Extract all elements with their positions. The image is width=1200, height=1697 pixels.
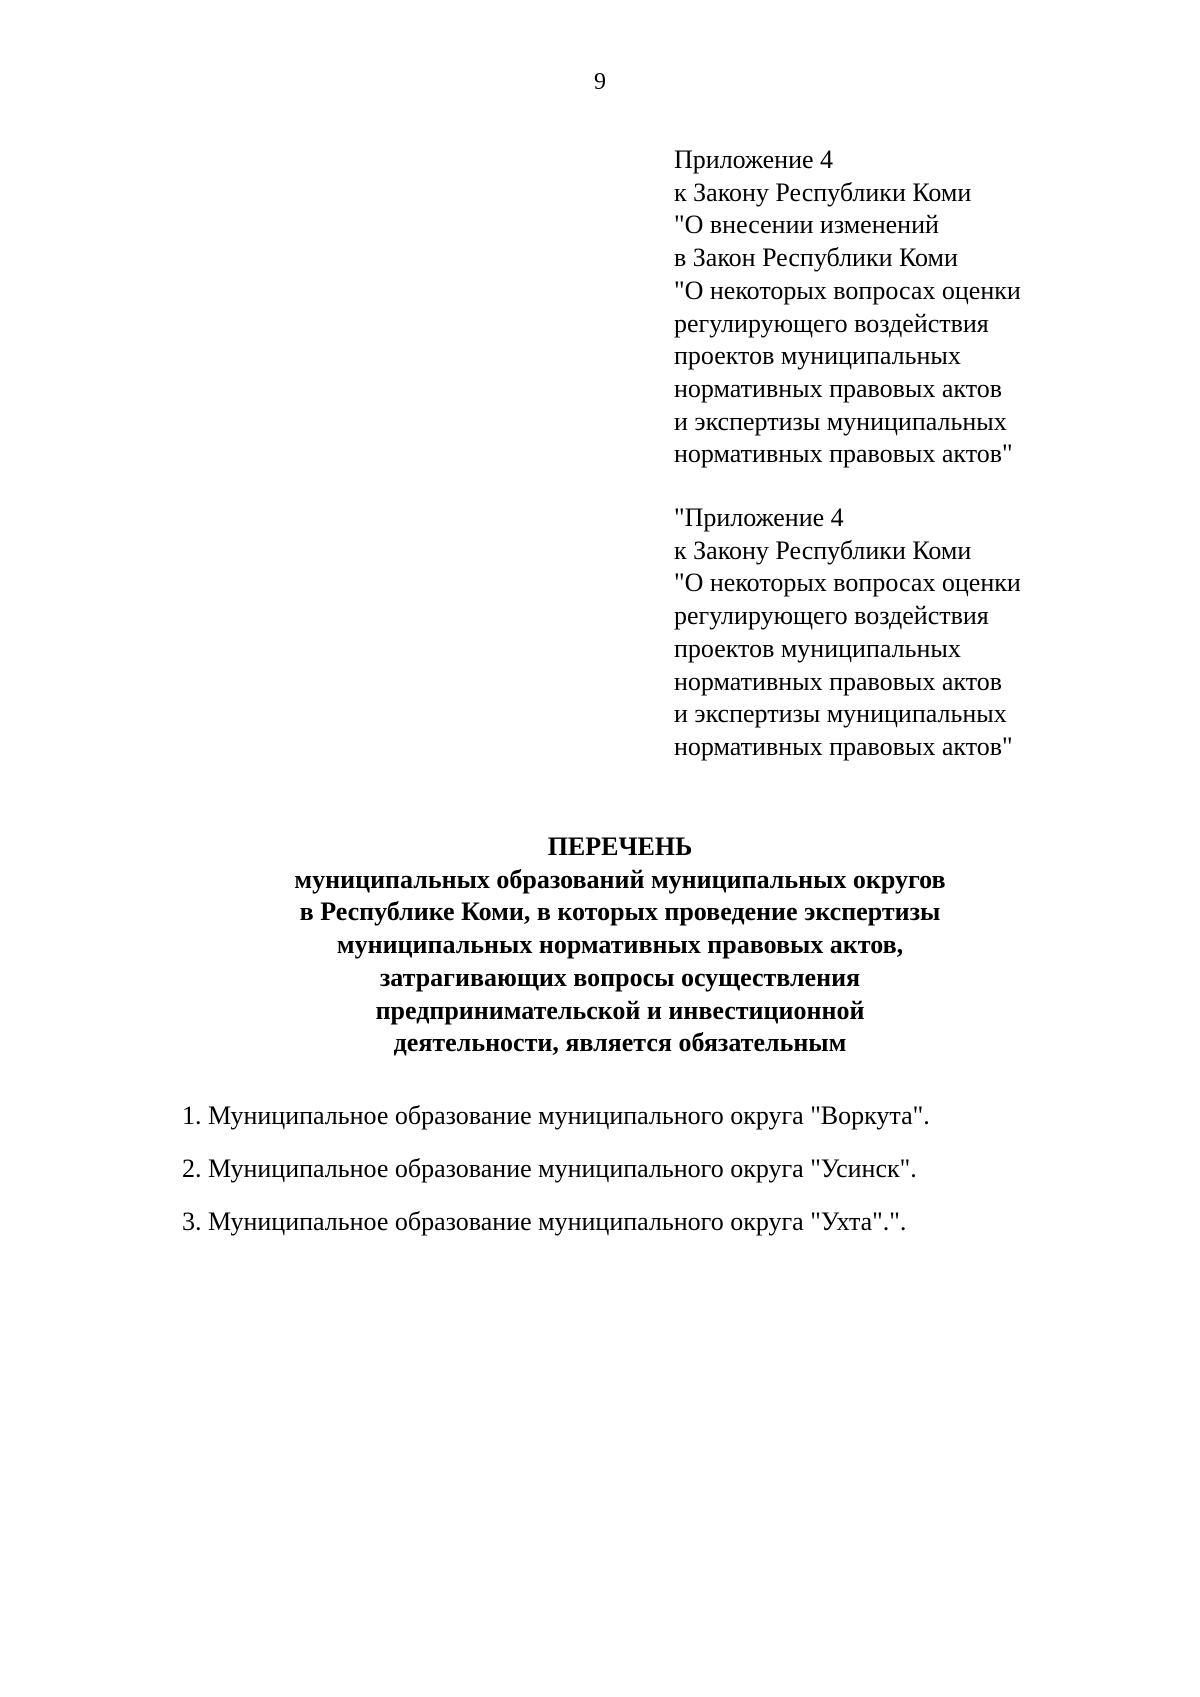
heading-title: ПЕРЕЧЕНЬ (547, 832, 693, 861)
appendix-quoted-line: к Закону Республики Коми (674, 535, 972, 565)
heading-subtitle-line: деятельности, является обязательным (393, 1028, 847, 1058)
heading-subtitle-line: предпринимательской и инвестиционной (375, 995, 865, 1025)
appendix-header-line: нормативных правовых актов" (674, 439, 1013, 469)
list-item: 3. Муниципальное образование муниципального округа "Ухта".". (182, 1207, 907, 1236)
heading-subtitle-line: в Республике Коми, в которых проведение экспертизы (299, 897, 941, 927)
appendix-quoted-line: нормативных правовых актов (674, 666, 1003, 696)
appendix-header-line: "О внесении изменений (674, 210, 939, 240)
document-heading (0, 831, 1200, 1060)
appendix-header (674, 144, 1134, 471)
appendix-quoted (674, 502, 1134, 764)
appendix-quoted-line: нормативных правовых актов" (674, 731, 1013, 761)
appendix-quoted-line: регулирующего воздействия (674, 601, 989, 631)
municipality-list (182, 1100, 1142, 1259)
appendix-quoted-line: проектов муниципальных (674, 633, 961, 663)
appendix-quoted-line: и экспертизы муниципальных (674, 699, 1007, 729)
appendix-header-line: и экспертизы муниципальных (674, 406, 1007, 436)
appendix-header-line: проектов муниципальных (674, 341, 961, 371)
list-item: 2. Муниципальное образование муниципального округа "Усинск". (182, 1154, 917, 1183)
appendix-quoted-line: "О некоторых вопросах оценки (674, 568, 1021, 598)
appendix-header-line: "О некоторых вопросах оценки (674, 275, 1021, 305)
appendix-header-line: Приложение 4 (674, 145, 834, 174)
heading-subtitle-line: затрагивающих вопросы осуществления (379, 962, 861, 992)
heading-subtitle-line: муниципальных образований муниципальных округов (294, 864, 946, 894)
appendix-header-line: регулирующего воздействия (674, 308, 989, 338)
appendix-quoted-line: "Приложение 4 (674, 503, 844, 532)
heading-subtitle-line: муниципальных нормативных правовых актов, (336, 930, 904, 960)
appendix-header-line: нормативных правовых актов (674, 373, 1003, 403)
appendix-header-line: к Закону Республики Коми (674, 177, 972, 207)
list-item: 1. Муниципальное образование муниципального округа "Воркута". (182, 1101, 930, 1130)
appendix-header-line: в Закон Республики Коми (674, 243, 958, 273)
page-number: 9 (594, 69, 606, 95)
